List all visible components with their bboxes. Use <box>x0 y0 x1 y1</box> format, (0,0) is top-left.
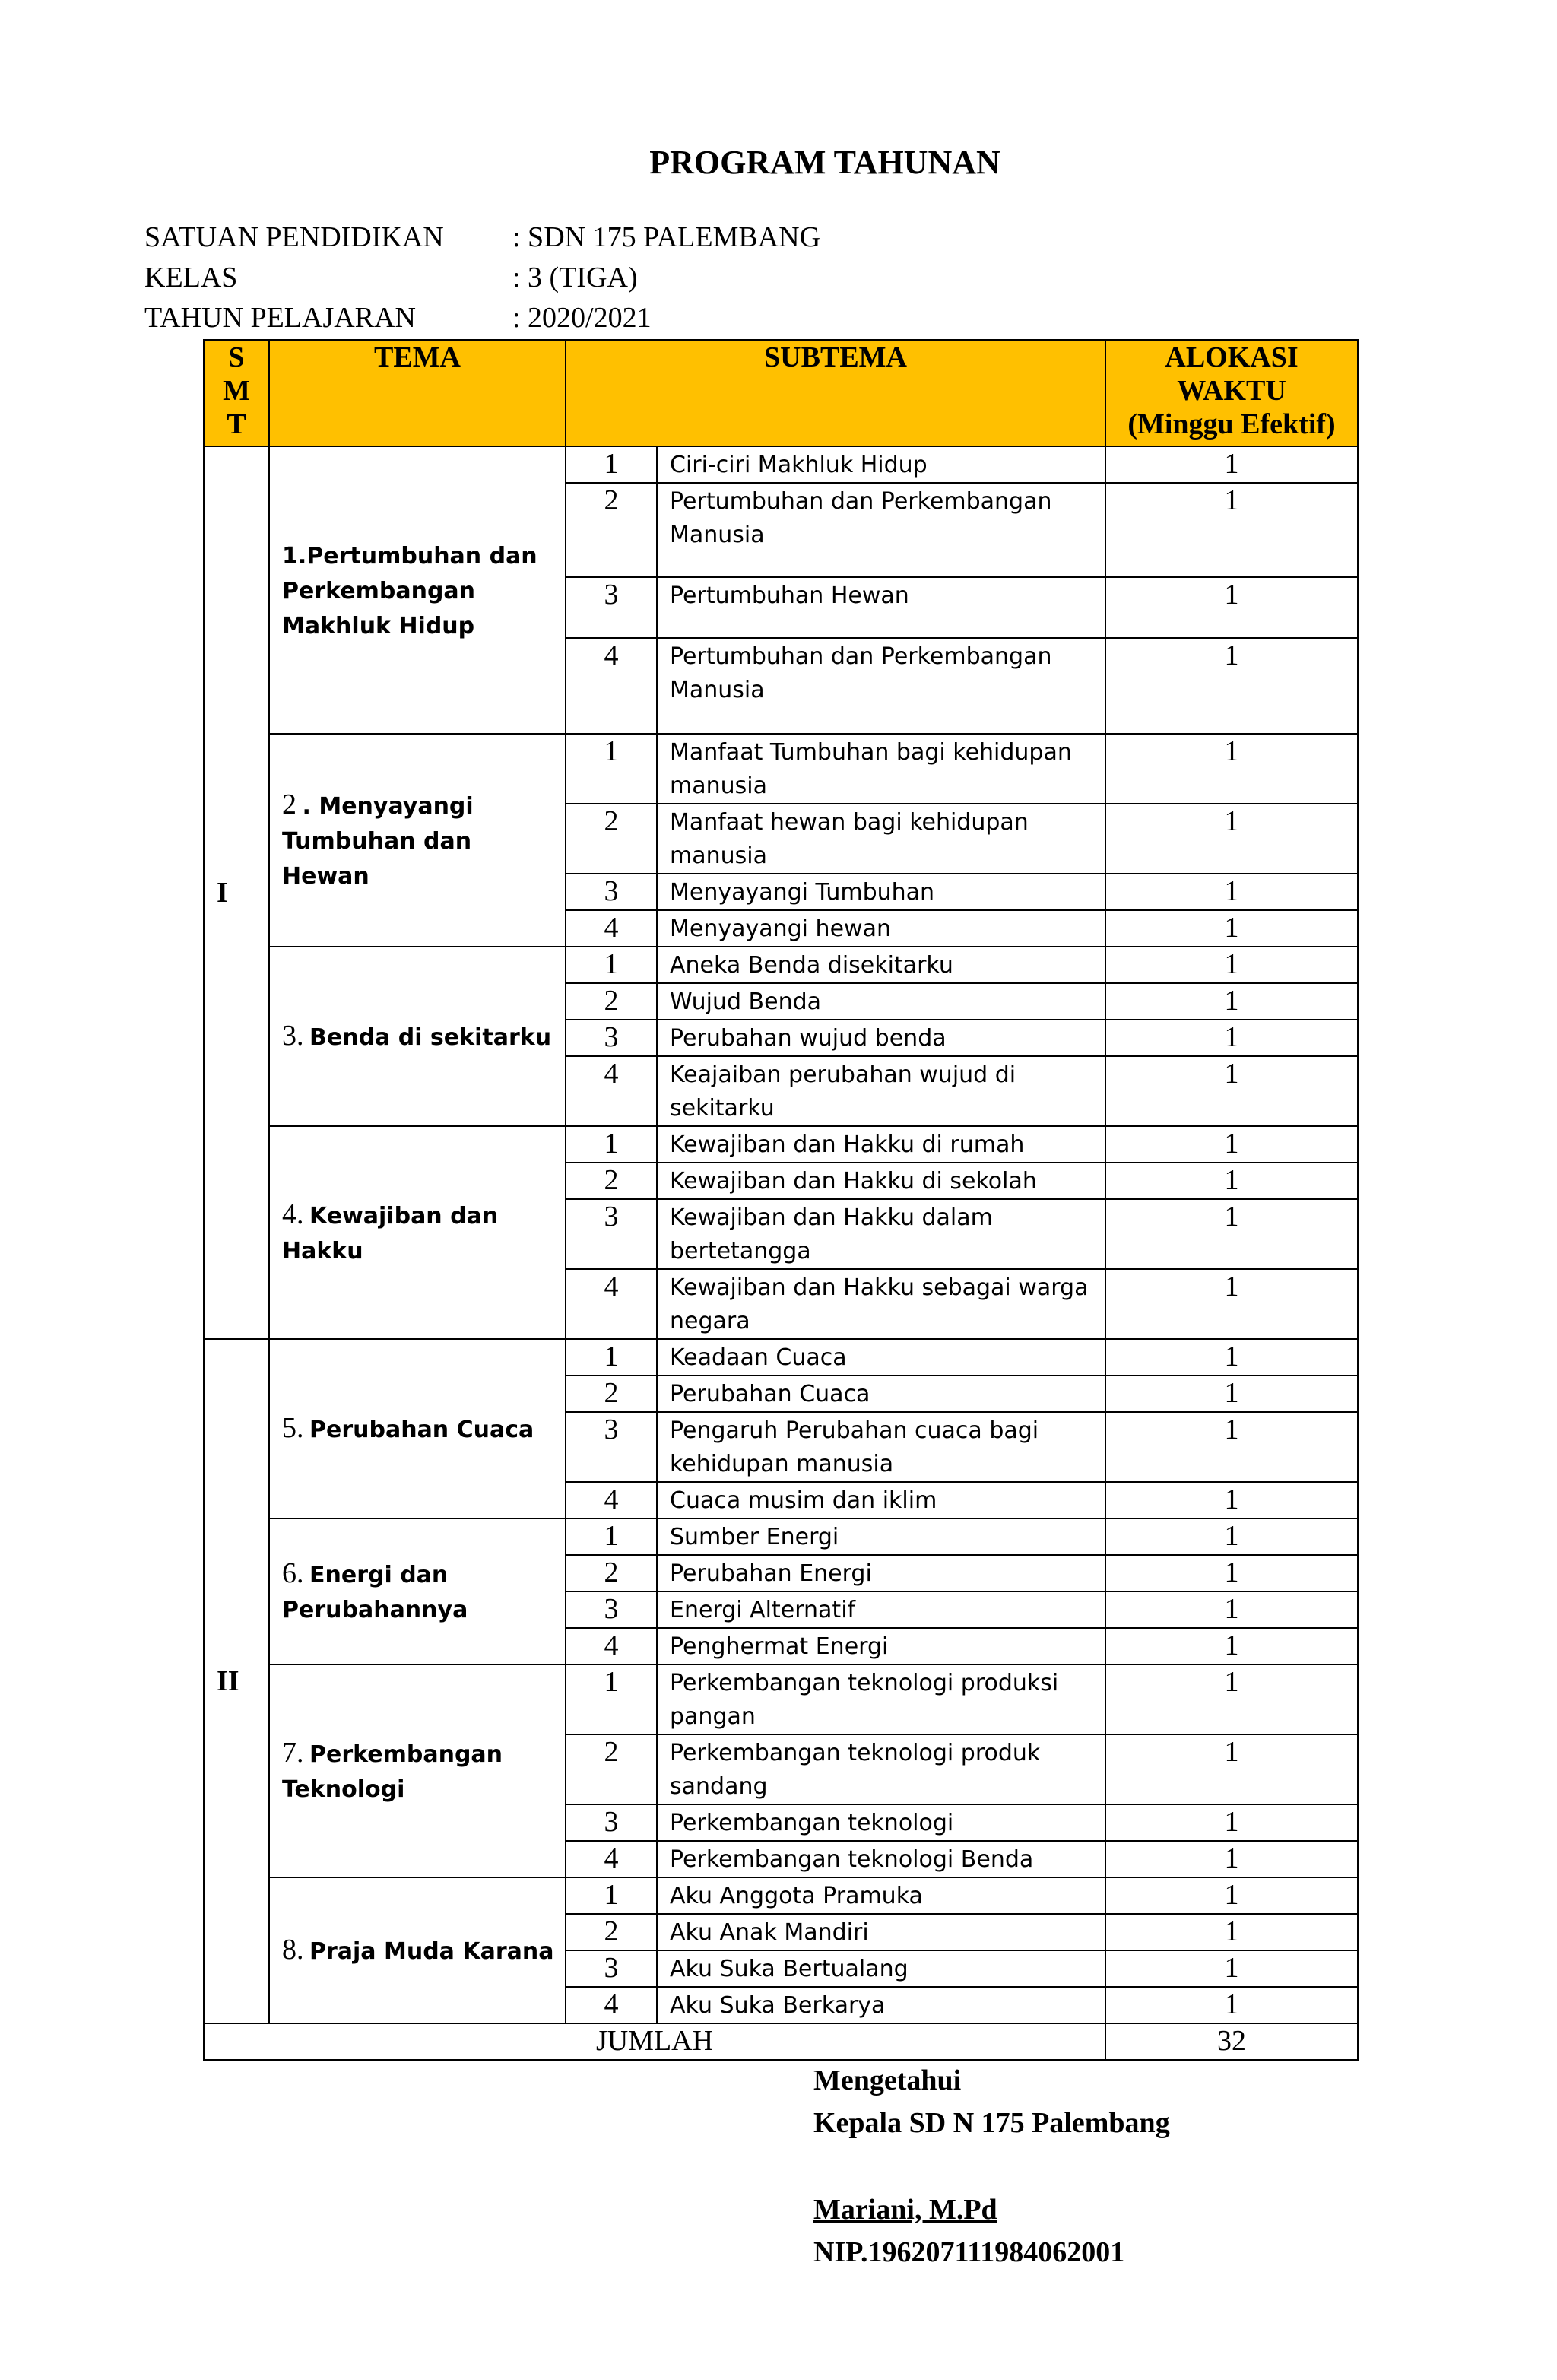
subtheme-number: 1 <box>566 1126 657 1163</box>
subtheme-weeks: 1 <box>1105 734 1358 804</box>
theme-number: 8. <box>282 1933 304 1966</box>
subtheme-name: Aneka Benda disekitarku <box>657 947 1105 983</box>
subtheme-name: Kewajiban dan Hakku di sekolah <box>657 1163 1105 1199</box>
header-smt-t: T <box>227 408 246 440</box>
theme-cell <box>269 1126 566 1339</box>
subtheme-name: Energi Alternatif <box>657 1591 1105 1628</box>
subtheme-number: 3 <box>566 577 657 638</box>
theme-title: Praja Muda Karana <box>309 1937 554 1965</box>
theme-number: 7. <box>282 1736 304 1769</box>
subtheme-name: Perkembangan teknologi <box>657 1804 1105 1841</box>
subtheme-weeks: 1 <box>1105 1412 1358 1482</box>
table-row <box>204 734 1358 804</box>
subtheme-number: 4 <box>566 1482 657 1518</box>
subtheme-number: 3 <box>566 874 657 910</box>
subtheme-weeks: 1 <box>1105 1950 1358 1987</box>
subtheme-number: 2 <box>566 983 657 1020</box>
subtheme-weeks: 1 <box>1105 1199 1358 1269</box>
theme-cell <box>269 446 566 734</box>
header-alokasi-2: WAKTU <box>1177 375 1286 407</box>
subtheme-name: Kewajiban dan Hakku di rumah <box>657 1126 1105 1163</box>
subtheme-number: 1 <box>566 947 657 983</box>
signature-position: Kepala SD N 175 Palembang <box>813 2107 1170 2139</box>
total-row <box>204 2023 1358 2060</box>
subtheme-weeks: 1 <box>1105 1877 1358 1914</box>
subtheme-weeks: 1 <box>1105 638 1358 734</box>
subtheme-name: Pertumbuhan dan Perkembangan Manusia <box>657 483 1105 577</box>
signature-name: Mariani, M.Pd <box>813 2194 997 2226</box>
subtheme-number: 2 <box>566 1734 657 1804</box>
subtheme-weeks: 1 <box>1105 577 1358 638</box>
subtheme-number: 3 <box>566 1591 657 1628</box>
signature-known: Mengetahui <box>813 2064 962 2096</box>
subtheme-weeks: 1 <box>1105 1591 1358 1628</box>
table-row <box>204 1664 1358 1734</box>
theme-cell <box>269 947 566 1126</box>
info-value: : SDN 175 PALEMBANG <box>512 221 821 253</box>
subtheme-name: Kewajiban dan Hakku sebagai warga negara <box>657 1269 1105 1339</box>
subtheme-weeks: 1 <box>1105 1482 1358 1518</box>
subtheme-weeks: 1 <box>1105 1804 1358 1841</box>
theme-title: Benda di sekitarku <box>309 1023 552 1051</box>
subtheme-name: Sumber Energi <box>657 1518 1105 1555</box>
subtheme-name: Menyayangi hewan <box>657 910 1105 947</box>
subtheme-name: Perkembangan teknologi Benda <box>657 1841 1105 1877</box>
theme-number: 3. <box>282 1019 304 1052</box>
subtheme-number: 2 <box>566 483 657 577</box>
subtheme-weeks: 1 <box>1105 874 1358 910</box>
semester-cell: II <box>204 1339 269 2023</box>
subtheme-name: Keajaiban perubahan wujud di sekitarku <box>657 1056 1105 1126</box>
table-row <box>204 446 1358 483</box>
theme-number: 4. <box>282 1198 304 1230</box>
subtheme-weeks: 1 <box>1105 483 1358 577</box>
subtheme-number: 2 <box>566 804 657 874</box>
subtheme-weeks: 1 <box>1105 1555 1358 1591</box>
subtheme-number: 4 <box>566 1987 657 2023</box>
subtheme-weeks: 1 <box>1105 910 1358 947</box>
subtheme-number: 1 <box>566 734 657 804</box>
subtheme-weeks: 1 <box>1105 1056 1358 1126</box>
theme-cell <box>269 734 566 947</box>
subtheme-name: Wujud Benda <box>657 983 1105 1020</box>
program-table <box>203 339 1359 2061</box>
subtheme-weeks: 1 <box>1105 1339 1358 1376</box>
subtheme-weeks: 1 <box>1105 1163 1358 1199</box>
subtheme-name: Pertumbuhan dan Perkembangan Manusia <box>657 638 1105 734</box>
subtheme-number: 4 <box>566 910 657 947</box>
subtheme-weeks: 1 <box>1105 1518 1358 1555</box>
theme-cell <box>269 1877 566 2023</box>
subtheme-number: 1 <box>566 1339 657 1376</box>
subtheme-weeks: 1 <box>1105 1664 1358 1734</box>
header-alokasi-1: ALOKASI <box>1165 341 1299 373</box>
table-row <box>204 1518 1358 1555</box>
subtheme-number: 2 <box>566 1376 657 1412</box>
header-tema: TEMA <box>269 340 566 446</box>
theme-title: Perkembangan Teknologi <box>282 1741 503 1803</box>
subtheme-number: 1 <box>566 446 657 483</box>
subtheme-name: Perubahan Energi <box>657 1555 1105 1591</box>
subtheme-number: 3 <box>566 1412 657 1482</box>
subtheme-name: Manfaat Tumbuhan bagi kehidupan manusia <box>657 734 1105 804</box>
header-alokasi-3: (Minggu Efektif) <box>1127 408 1336 440</box>
subtheme-name: Pertumbuhan Hewan <box>657 577 1105 638</box>
subtheme-name: Perkembangan teknologi produksi pangan <box>657 1664 1105 1734</box>
subtheme-name: Perubahan wujud benda <box>657 1020 1105 1056</box>
subtheme-number: 3 <box>566 1199 657 1269</box>
subtheme-number: 4 <box>566 1269 657 1339</box>
subtheme-name: Aku Anggota Pramuka <box>657 1877 1105 1914</box>
page-title: PROGRAM TAHUNAN <box>649 144 1000 181</box>
theme-number: 6. <box>282 1557 304 1589</box>
info-label: TAHUN PELAJARAN <box>144 302 416 334</box>
subtheme-weeks: 1 <box>1105 1376 1358 1412</box>
theme-title: . Menyayangi Tumbuhan dan Hewan <box>282 792 474 890</box>
subtheme-number: 1 <box>566 1877 657 1914</box>
theme-number: 2 <box>282 788 296 820</box>
semester-cell: I <box>204 446 269 1339</box>
subtheme-name: Manfaat hewan bagi kehidupan manusia <box>657 804 1105 874</box>
subtheme-weeks: 1 <box>1105 1269 1358 1339</box>
table-row <box>204 1877 1358 1914</box>
subtheme-name: Menyayangi Tumbuhan <box>657 874 1105 910</box>
subtheme-number: 3 <box>566 1020 657 1056</box>
subtheme-name: Ciri-ciri Makhluk Hidup <box>657 446 1105 483</box>
subtheme-weeks: 1 <box>1105 947 1358 983</box>
theme-title: Kewajiban dan Hakku <box>282 1202 499 1265</box>
subtheme-name: Aku Anak Mandiri <box>657 1914 1105 1950</box>
subtheme-weeks: 1 <box>1105 1914 1358 1950</box>
subtheme-number: 4 <box>566 1628 657 1664</box>
signature-nip: NIP.196207111984062001 <box>813 2236 1125 2268</box>
subtheme-number: 4 <box>566 638 657 734</box>
subtheme-weeks: 1 <box>1105 446 1358 483</box>
table-row <box>204 1126 1358 1163</box>
total-value: 32 <box>1105 2023 1358 2060</box>
subtheme-number: 2 <box>566 1163 657 1199</box>
header-smt-s: S <box>228 341 245 373</box>
subtheme-name: Penghermat Energi <box>657 1628 1105 1664</box>
info-value: : 2020/2021 <box>512 302 652 334</box>
theme-cell <box>269 1518 566 1664</box>
table-row <box>204 947 1358 983</box>
total-label: JUMLAH <box>204 2023 1105 2060</box>
subtheme-weeks: 1 <box>1105 804 1358 874</box>
subtheme-number: 2 <box>566 1914 657 1950</box>
subtheme-weeks: 1 <box>1105 1987 1358 2023</box>
subtheme-name: Kewajiban dan Hakku dalam bertetangga <box>657 1199 1105 1269</box>
theme-title: 1.Pertumbuhan dan Perkembangan Makhluk Hidup <box>282 542 537 639</box>
theme-title: Perubahan Cuaca <box>309 1416 534 1443</box>
header-smt <box>204 340 269 446</box>
subtheme-number: 1 <box>566 1664 657 1734</box>
subtheme-name: Aku Suka Berkarya <box>657 1987 1105 2023</box>
theme-number: 5. <box>282 1411 304 1444</box>
subtheme-weeks: 1 <box>1105 1841 1358 1877</box>
subtheme-name: Aku Suka Bertualang <box>657 1950 1105 1987</box>
subtheme-number: 2 <box>566 1555 657 1591</box>
header-alokasi <box>1105 340 1358 446</box>
info-label: KELAS <box>144 262 238 294</box>
theme-cell <box>269 1664 566 1877</box>
subtheme-number: 1 <box>566 1518 657 1555</box>
subtheme-weeks: 1 <box>1105 1126 1358 1163</box>
theme-cell <box>269 1339 566 1518</box>
subtheme-name: Perubahan Cuaca <box>657 1376 1105 1412</box>
header-subtema: SUBTEMA <box>566 340 1105 446</box>
subtheme-number: 3 <box>566 1804 657 1841</box>
info-value: : 3 (TIGA) <box>512 262 638 294</box>
header-smt-m: M <box>223 375 250 407</box>
subtheme-name: Cuaca musim dan iklim <box>657 1482 1105 1518</box>
theme-title: Energi dan Perubahannya <box>282 1561 468 1623</box>
subtheme-weeks: 1 <box>1105 1020 1358 1056</box>
subtheme-name: Pengaruh Perubahan cuaca bagi kehidupan manusia <box>657 1412 1105 1482</box>
subtheme-weeks: 1 <box>1105 983 1358 1020</box>
subtheme-weeks: 1 <box>1105 1628 1358 1664</box>
table-row <box>204 1339 1358 1376</box>
info-label: SATUAN PENDIDIKAN <box>144 221 444 253</box>
table-body <box>204 446 1358 2060</box>
subtheme-name: Perkembangan teknologi produk sandang <box>657 1734 1105 1804</box>
table-header-row <box>204 340 1358 446</box>
subtheme-number: 4 <box>566 1841 657 1877</box>
subtheme-number: 3 <box>566 1950 657 1987</box>
subtheme-weeks: 1 <box>1105 1734 1358 1804</box>
subtheme-number: 4 <box>566 1056 657 1126</box>
subtheme-name: Keadaan Cuaca <box>657 1339 1105 1376</box>
